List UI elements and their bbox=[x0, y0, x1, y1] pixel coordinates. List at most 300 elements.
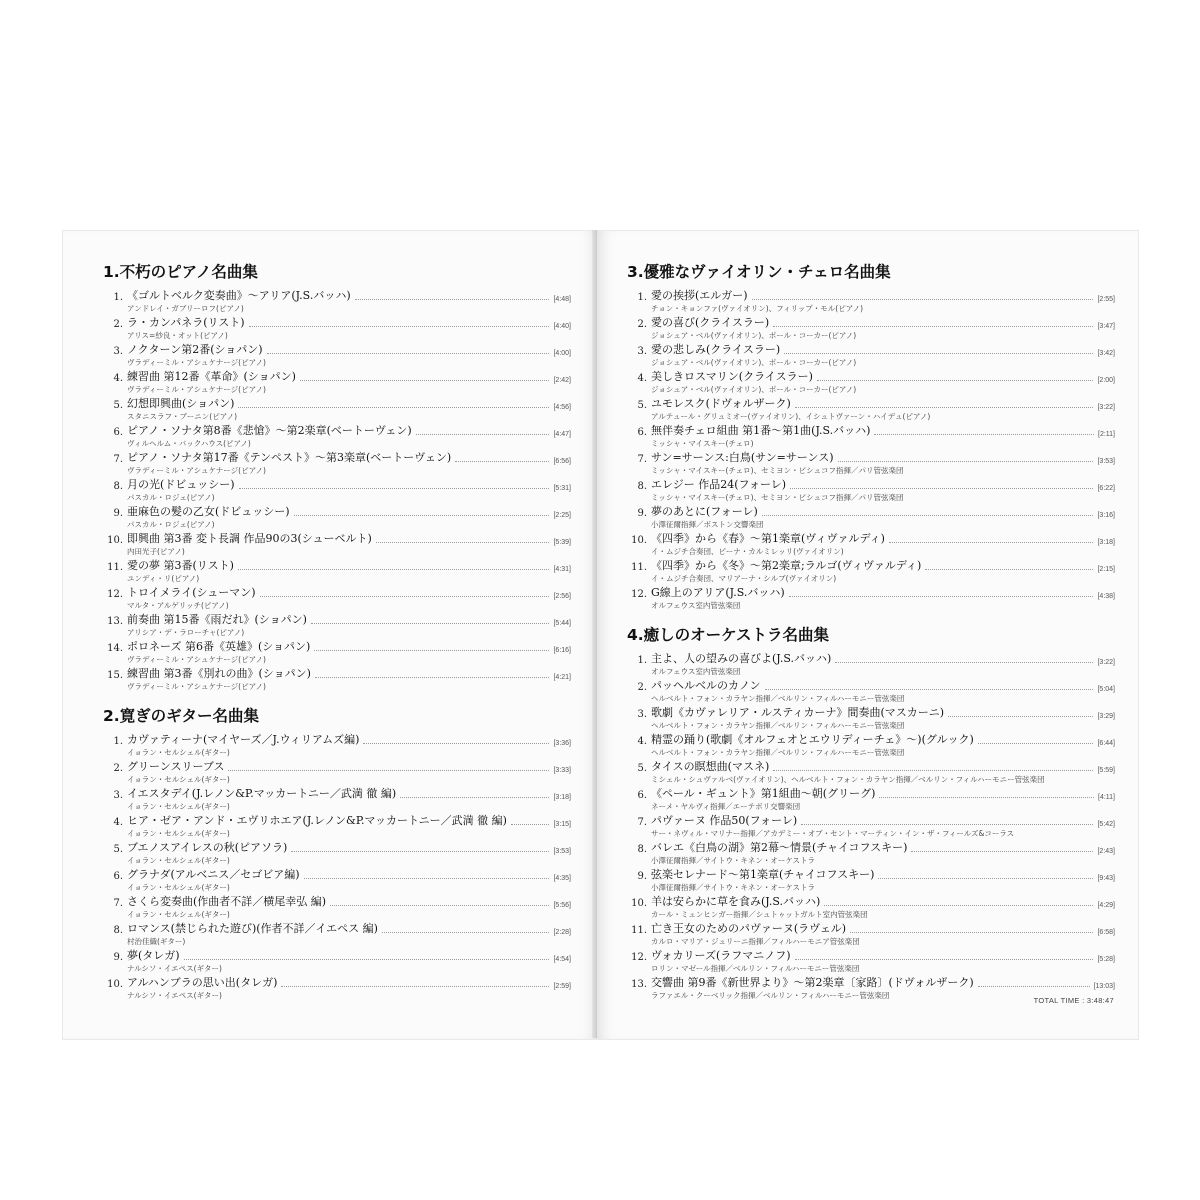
track-title: グリーンスリーブス bbox=[127, 760, 225, 773]
track-time: [4:38] bbox=[1097, 593, 1115, 600]
track-number: 4. bbox=[113, 373, 123, 384]
track-title: さくら変奏曲(作曲者不詳／横尾幸弘 編) bbox=[127, 895, 327, 908]
track-row bbox=[103, 840, 571, 867]
track-time: [3:16] bbox=[1097, 512, 1115, 519]
dot-leader bbox=[281, 986, 549, 987]
track-time: [2:43] bbox=[1097, 848, 1115, 855]
track-time: [4:54] bbox=[553, 956, 571, 963]
track-number: 11. bbox=[107, 562, 123, 573]
track-line bbox=[103, 786, 571, 801]
track-artist: ミッシャ・マイスキー(チェロ) bbox=[651, 439, 754, 448]
track-number: 8. bbox=[637, 844, 647, 855]
track-number: 2. bbox=[637, 319, 647, 330]
track-artist: ラファエル・クーベリック指揮／ベルリン・フィルハーモニー管弦楽団 bbox=[651, 991, 890, 1000]
track-number: 3. bbox=[637, 346, 647, 357]
track-artist: ヴラディーミル・アシュケナージ(ピアノ) bbox=[127, 466, 266, 475]
track-time: [5:39] bbox=[553, 539, 571, 546]
track-artist: イ・ムジチ合奏団、ピーナ・カルミレッリ(ヴァイオリン) bbox=[651, 547, 844, 556]
track-line bbox=[627, 921, 1115, 936]
track-artist: 小澤征爾指揮／サイトウ・キネン・オーケストラ bbox=[651, 883, 816, 892]
track-row bbox=[103, 612, 571, 639]
track-artist: サー・ネヴィル・マリナー指揮／アカデミー・オブ・セント・マーティン・イン・ザ・フィールズ&コーラス bbox=[651, 829, 1015, 838]
track-artist: カール・ミュンヒンガー指揮／シュトゥットガルト室内管弦楽団 bbox=[651, 910, 868, 919]
track-title: 愛の夢 第3番(リスト) bbox=[127, 559, 234, 572]
track-title: ピアノ・ソナタ第8番《悲愴》～第2楽章(ベートーヴェン) bbox=[127, 424, 412, 437]
track-time: [2:42] bbox=[553, 377, 571, 384]
dot-leader bbox=[773, 770, 1093, 771]
track-artist: アリシア・デ・ラローチャ(ピアノ) bbox=[127, 628, 245, 637]
track-time: [4:11] bbox=[1098, 794, 1115, 801]
track-time: [5:31] bbox=[553, 485, 571, 492]
dot-leader bbox=[752, 299, 1094, 300]
dot-leader bbox=[376, 542, 550, 543]
track-time: [3:47] bbox=[1097, 323, 1115, 330]
track-time: [2:59] bbox=[553, 983, 571, 990]
track-artist: ジョシュア・ベル(ヴァイオリン)、ポール・コーカー(ピアノ) bbox=[651, 331, 857, 340]
dot-leader bbox=[260, 596, 550, 597]
track-title: 美しきロスマリン(クライスラー) bbox=[651, 370, 813, 383]
track-line bbox=[103, 732, 571, 747]
track-artist: ナルシソ・イエペス(ギター) bbox=[127, 964, 222, 973]
dot-leader bbox=[817, 380, 1094, 381]
track-number: 9. bbox=[637, 871, 647, 882]
track-time: [3:33] bbox=[553, 767, 571, 774]
track-title: バレエ《白鳥の湖》第2幕～情景(チャイコフスキー) bbox=[651, 841, 908, 854]
track-time: [5:56] bbox=[553, 902, 571, 909]
track-row bbox=[627, 423, 1115, 450]
track-number: 1. bbox=[637, 292, 647, 303]
right-page bbox=[597, 230, 1139, 1040]
track-number: 14. bbox=[107, 643, 123, 654]
track-line bbox=[103, 840, 571, 855]
dot-leader bbox=[363, 743, 549, 744]
track-artist: イ・ムジチ合奏団、マリアーナ・シルブ(ヴァイオリン) bbox=[651, 574, 837, 583]
track-number: 3. bbox=[113, 790, 123, 801]
track-line bbox=[103, 948, 571, 963]
track-line bbox=[627, 948, 1115, 963]
track-title: 《ペール・ギュント》第1組曲～朝(グリーグ) bbox=[651, 787, 876, 800]
dot-leader bbox=[315, 677, 550, 678]
track-time: [4:40] bbox=[553, 323, 571, 330]
track-artist: イョラン・セルシェル(ギター) bbox=[127, 775, 230, 784]
section-title: 1.不朽のピアノ名曲集 bbox=[103, 263, 258, 281]
section-violin-cello bbox=[627, 261, 1115, 612]
track-title: 夢(タレガ) bbox=[127, 949, 180, 962]
track-artist: ロリン・マゼール指揮／ベルリン・フィルハーモニー管弦楽団 bbox=[651, 964, 860, 973]
track-title: イエスタデイ(J.レノン&P.マッカートニー／武満 徹 編) bbox=[127, 787, 397, 800]
track-number: 8. bbox=[113, 481, 123, 492]
track-row bbox=[627, 342, 1115, 369]
track-row bbox=[103, 948, 571, 975]
track-number: 13. bbox=[107, 616, 123, 627]
track-title: 無伴奏チェロ組曲 第1番～第1曲(J.S.バッハ) bbox=[651, 424, 871, 437]
dot-leader bbox=[300, 380, 550, 381]
track-artist: アルテュール・グリュミオー(ヴァイオリン)、イシュトヴァーン・ハイデュ(ピアノ) bbox=[651, 412, 931, 421]
track-line bbox=[627, 894, 1115, 909]
track-title: 《四季》から《春》～第1楽章(ヴィヴァルディ) bbox=[651, 532, 885, 545]
track-title: 幻想即興曲(ショパン) bbox=[127, 397, 235, 410]
dot-leader bbox=[330, 905, 549, 906]
track-number: 1. bbox=[113, 292, 123, 303]
dot-leader bbox=[291, 851, 549, 852]
track-row bbox=[103, 894, 571, 921]
track-title: 《四季》から《冬》～第2楽章;ラルゴ(ヴィヴァルディ) bbox=[651, 559, 922, 572]
track-number: 12. bbox=[631, 589, 647, 600]
track-artist: チョン・キョンファ(ヴァイオリン)、フィリップ・モル(ピアノ) bbox=[651, 304, 864, 313]
track-line bbox=[103, 894, 571, 909]
dot-leader bbox=[314, 650, 549, 651]
track-row bbox=[627, 288, 1115, 315]
track-time: [2:56] bbox=[553, 593, 571, 600]
track-title: エレジー 作品24(フォーレ) bbox=[651, 478, 787, 491]
track-title: タイスの瞑想曲(マスネ) bbox=[651, 760, 770, 773]
track-line bbox=[627, 732, 1115, 747]
track-time: [5:28] bbox=[1097, 956, 1115, 963]
track-row bbox=[627, 450, 1115, 477]
track-row bbox=[627, 315, 1115, 342]
dot-leader bbox=[789, 596, 1094, 597]
track-title: トロイメライ(シューマン) bbox=[127, 586, 256, 599]
track-title: 亜麻色の髪の乙女(ドビュッシー) bbox=[127, 505, 290, 518]
track-number: 10. bbox=[107, 535, 123, 546]
dot-leader bbox=[773, 326, 1093, 327]
track-time: [5:44] bbox=[553, 620, 571, 627]
track-number: 2. bbox=[637, 682, 647, 693]
track-line bbox=[103, 288, 571, 303]
track-title: ポロネーズ 第6番《英雄》(ショパン) bbox=[127, 640, 311, 653]
dot-leader bbox=[249, 326, 550, 327]
track-title: 精霊の踊り(歌劇《オルフェオとエウリディーチェ》～)(グルック) bbox=[651, 733, 974, 746]
section-piano bbox=[103, 261, 571, 693]
track-list bbox=[627, 288, 1115, 612]
track-line bbox=[627, 396, 1115, 411]
track-time: [4:47] bbox=[553, 431, 571, 438]
track-artist: マルタ・アルゲリッチ(ピアノ) bbox=[127, 601, 229, 610]
track-artist: スタニスラフ・ブーニン(ピアノ) bbox=[127, 412, 238, 421]
dot-leader bbox=[889, 542, 1094, 543]
track-time: [6:56] bbox=[553, 458, 571, 465]
track-number: 4. bbox=[637, 736, 647, 747]
track-number: 6. bbox=[113, 427, 123, 438]
track-number: 6. bbox=[637, 427, 647, 438]
track-row bbox=[103, 759, 571, 786]
track-artist: ジョシュア・ベル(ヴァイオリン)、ポール・コーカー(ピアノ) bbox=[651, 358, 857, 367]
dot-leader bbox=[795, 959, 1094, 960]
dot-leader bbox=[765, 689, 1094, 690]
track-row bbox=[627, 396, 1115, 423]
track-artist: カルロ・マリア・ジュリーニ指揮／フィルハーモニア管弦楽団 bbox=[651, 937, 860, 946]
track-number: 5. bbox=[637, 763, 647, 774]
track-row bbox=[103, 558, 571, 585]
track-list bbox=[103, 288, 571, 693]
track-artist: 内田光子(ピアノ) bbox=[127, 547, 185, 556]
track-number: 7. bbox=[113, 898, 123, 909]
track-artist: ヘルベルト・フォン・カラヤン指揮／ベルリン・フィルハーモニー管弦楽団 bbox=[651, 694, 905, 703]
track-row bbox=[103, 315, 571, 342]
track-row bbox=[627, 921, 1115, 948]
dot-leader bbox=[850, 932, 1093, 933]
track-number: 3. bbox=[637, 709, 647, 720]
track-number: 11. bbox=[631, 925, 647, 936]
track-title: 歌劇《カヴァレリア・ルスティカーナ》間奏曲(マスカーニ) bbox=[651, 706, 945, 719]
track-line bbox=[103, 558, 571, 573]
dot-leader bbox=[784, 353, 1093, 354]
track-artist: ヴィルヘルム・バックハウス(ピアノ) bbox=[127, 439, 251, 448]
track-line bbox=[627, 867, 1115, 882]
track-number: 4. bbox=[113, 817, 123, 828]
track-title: 即興曲 第3番 変ト長調 作品90の3(シューベルト) bbox=[127, 532, 372, 545]
track-row bbox=[103, 639, 571, 666]
track-list bbox=[627, 651, 1115, 1002]
track-line bbox=[103, 666, 571, 681]
track-title: 《ゴルトベルク変奏曲》～アリア(J.S.バッハ) bbox=[127, 289, 351, 302]
dot-leader bbox=[455, 461, 549, 462]
track-row bbox=[627, 867, 1115, 894]
track-line bbox=[103, 315, 571, 330]
dot-leader bbox=[267, 353, 550, 354]
dot-leader bbox=[238, 569, 550, 570]
track-artist: イョラン・セルシェル(ギター) bbox=[127, 802, 230, 811]
dot-leader bbox=[239, 488, 550, 489]
track-title: 交響曲 第9番《新世界より》～第2楽章〔家路〕(ドヴォルザーク) bbox=[651, 976, 974, 989]
track-artist: イョラン・セルシェル(ギター) bbox=[127, 856, 230, 865]
track-title: カヴァティーナ(マイヤーズ／J.ウィリアムズ編) bbox=[127, 733, 360, 746]
track-line bbox=[627, 558, 1115, 573]
track-number: 7. bbox=[113, 454, 123, 465]
track-time: [3:18] bbox=[553, 794, 571, 801]
track-row bbox=[103, 666, 571, 693]
track-artist: ヴラディーミル・アシュケナージ(ピアノ) bbox=[127, 655, 266, 664]
dot-leader bbox=[294, 515, 550, 516]
track-artist: オルフェウス室内管弦楽団 bbox=[651, 667, 741, 676]
track-line bbox=[627, 315, 1115, 330]
dot-leader bbox=[228, 770, 549, 771]
total-time: TOTAL TIME : 3:48:47 bbox=[1033, 996, 1114, 1005]
track-artist: パスカル・ロジェ(ピアノ) bbox=[127, 493, 215, 502]
track-artist: イョラン・セルシェル(ギター) bbox=[127, 910, 230, 919]
dot-leader bbox=[978, 743, 1094, 744]
track-title: サン=サーンス:白鳥(サン=サーンス) bbox=[651, 451, 834, 464]
track-artist: ヘルベルト・フォン・カラヤン指揮／ベルリン・フィルハーモニー管弦楽団 bbox=[651, 721, 905, 730]
track-time: [9:43] bbox=[1097, 875, 1115, 882]
track-artist: ヴラディーミル・アシュケナージ(ピアノ) bbox=[127, 385, 266, 394]
dot-leader bbox=[511, 824, 550, 825]
track-line bbox=[103, 585, 571, 600]
track-number: 5. bbox=[113, 400, 123, 411]
track-artist: 小澤征爾指揮／ボストン交響楽団 bbox=[651, 520, 764, 529]
track-row bbox=[627, 585, 1115, 612]
track-title: ヒア・ゼア・アンド・エヴリホエア(J.レノン&P.マッカートニー／武満 徹 編) bbox=[127, 814, 507, 827]
track-line bbox=[103, 531, 571, 546]
track-artist: イョラン・セルシェル(ギター) bbox=[127, 883, 230, 892]
track-row bbox=[627, 840, 1115, 867]
track-line bbox=[103, 423, 571, 438]
track-line bbox=[103, 921, 571, 936]
track-artist: ミッシャ・マイスキー(チェロ)、セミヨン・ビシュコフ指揮／パリ管弦楽団 bbox=[651, 466, 904, 475]
track-number: 7. bbox=[637, 454, 647, 465]
track-artist: ジョシュア・ベル(ヴァイオリン)、ポール・コーカー(ピアノ) bbox=[651, 385, 857, 394]
track-line bbox=[627, 759, 1115, 774]
track-time: [6:44] bbox=[1097, 740, 1115, 747]
track-title: 愛の挨拶(エルガー) bbox=[651, 289, 748, 302]
track-line bbox=[627, 288, 1115, 303]
track-number: 1. bbox=[637, 655, 647, 666]
track-row bbox=[103, 531, 571, 558]
dot-leader bbox=[355, 299, 550, 300]
track-title: パッヘルベルのカノン bbox=[651, 679, 761, 692]
track-line bbox=[627, 975, 1115, 990]
left-page bbox=[62, 230, 598, 1040]
track-number: 10. bbox=[631, 535, 647, 546]
dot-leader bbox=[911, 851, 1093, 852]
track-row bbox=[627, 786, 1115, 813]
track-row bbox=[627, 705, 1115, 732]
track-artist: イョラン・セルシェル(ギター) bbox=[127, 829, 230, 838]
track-time: [6:22] bbox=[1097, 485, 1115, 492]
track-artist: アンドレイ・ガブリーロフ(ピアノ) bbox=[127, 304, 244, 313]
track-row bbox=[627, 759, 1115, 786]
track-time: [2:15] bbox=[1097, 566, 1115, 573]
track-title: 夢のあとに(フォーレ) bbox=[651, 505, 758, 518]
dot-leader bbox=[978, 986, 1090, 987]
track-title: ピアノ・ソナタ第17番《テンペスト》～第3楽章(ベートーヴェン) bbox=[127, 451, 452, 464]
track-row bbox=[103, 786, 571, 813]
track-number: 11. bbox=[631, 562, 647, 573]
track-time: [3:29] bbox=[1097, 713, 1115, 720]
track-title: 亡き王女のためのパヴァーヌ(ラヴェル) bbox=[651, 922, 847, 935]
track-time: [4:48] bbox=[553, 296, 571, 303]
track-title: ユモレスク(ドヴォルザーク) bbox=[651, 397, 791, 410]
track-title: 前奏曲 第15番《雨だれ》(ショパン) bbox=[127, 613, 307, 626]
track-row bbox=[103, 288, 571, 315]
track-artist: パスカル・ロジェ(ピアノ) bbox=[127, 520, 215, 529]
track-time: [3:36] bbox=[553, 740, 571, 747]
track-title: ヴォカリーズ(ラフマニノフ) bbox=[651, 949, 791, 962]
track-title: 練習曲 第3番《別れの曲》(ショパン) bbox=[127, 667, 311, 680]
track-title: 愛の悲しみ(クライスラー) bbox=[651, 343, 781, 356]
track-row bbox=[627, 651, 1115, 678]
track-line bbox=[103, 342, 571, 357]
track-line bbox=[627, 678, 1115, 693]
track-line bbox=[627, 813, 1115, 828]
dot-leader bbox=[835, 662, 1093, 663]
track-row bbox=[627, 678, 1115, 705]
track-line bbox=[627, 786, 1115, 801]
track-line bbox=[627, 531, 1115, 546]
dot-leader bbox=[795, 407, 1094, 408]
track-number: 5. bbox=[113, 844, 123, 855]
track-artist: 小澤征爾指揮／サイトウ・キネン・オーケストラ bbox=[651, 856, 816, 865]
section-title: 2.寛ぎのギター名曲集 bbox=[103, 707, 260, 725]
track-line bbox=[627, 342, 1115, 357]
track-number: 12. bbox=[107, 589, 123, 600]
track-row bbox=[103, 504, 571, 531]
track-time: [4:29] bbox=[1097, 902, 1115, 909]
track-row bbox=[103, 423, 571, 450]
section-orchestra bbox=[627, 624, 1115, 1002]
track-line bbox=[627, 369, 1115, 384]
track-time: [3:53] bbox=[1097, 458, 1115, 465]
track-line bbox=[627, 840, 1115, 855]
dot-leader bbox=[838, 461, 1094, 462]
track-line bbox=[103, 477, 571, 492]
track-time: [3:42] bbox=[1097, 350, 1115, 357]
track-line bbox=[627, 585, 1115, 600]
track-row bbox=[103, 342, 571, 369]
track-number: 4. bbox=[637, 373, 647, 384]
track-number: 2. bbox=[113, 319, 123, 330]
track-time: [4:35] bbox=[553, 875, 571, 882]
track-artist: ネーメ・ヤルヴィ指揮／エーテボリ交響楽団 bbox=[651, 802, 801, 811]
dot-leader bbox=[874, 434, 1094, 435]
dot-leader bbox=[184, 959, 550, 960]
section-guitar bbox=[103, 705, 571, 1002]
track-time: [4:00] bbox=[553, 350, 571, 357]
track-number: 8. bbox=[113, 925, 123, 936]
track-artist: ヴラディーミル・アシュケナージ(ピアノ) bbox=[127, 682, 266, 691]
dot-leader bbox=[416, 434, 550, 435]
track-line bbox=[103, 504, 571, 519]
track-time: [3:53] bbox=[553, 848, 571, 855]
track-row bbox=[627, 732, 1115, 759]
track-row bbox=[627, 558, 1115, 585]
track-time: [4:21] bbox=[553, 674, 571, 681]
track-time: [2:00] bbox=[1097, 377, 1115, 384]
track-row bbox=[103, 477, 571, 504]
track-row bbox=[627, 504, 1115, 531]
track-time: [4:56] bbox=[553, 404, 571, 411]
track-row bbox=[103, 396, 571, 423]
track-time: [5:59] bbox=[1097, 767, 1115, 774]
track-title: 羊は安らかに草を食み(J.S.バッハ) bbox=[651, 895, 821, 908]
track-number: 6. bbox=[637, 790, 647, 801]
track-time: [2:25] bbox=[553, 512, 571, 519]
track-line bbox=[103, 612, 571, 627]
track-number: 12. bbox=[631, 952, 647, 963]
track-row bbox=[103, 585, 571, 612]
track-title: 月の光(ドビュッシー) bbox=[127, 478, 235, 491]
dot-leader bbox=[382, 932, 550, 933]
section-title: 4.癒しのオーケストラ名曲集 bbox=[627, 626, 830, 644]
track-row bbox=[103, 450, 571, 477]
track-time: [5:04] bbox=[1097, 686, 1115, 693]
track-number: 10. bbox=[107, 979, 123, 990]
track-number: 5. bbox=[637, 400, 647, 411]
dot-leader bbox=[304, 878, 550, 879]
track-number: 9. bbox=[113, 508, 123, 519]
track-time: [3:22] bbox=[1097, 659, 1115, 666]
dot-leader bbox=[762, 515, 1094, 516]
track-time: [2:11] bbox=[1098, 431, 1115, 438]
track-number: 13. bbox=[631, 979, 647, 990]
section-title: 3.優雅なヴァイオリン・チェロ名曲集 bbox=[627, 263, 891, 281]
track-title: アルハンブラの思い出(タレガ) bbox=[127, 976, 278, 989]
dot-leader bbox=[878, 878, 1093, 879]
track-line bbox=[627, 651, 1115, 666]
track-number: 7. bbox=[637, 817, 647, 828]
track-time: [2:55] bbox=[1097, 296, 1115, 303]
track-row bbox=[103, 732, 571, 759]
track-time: [5:42] bbox=[1097, 821, 1115, 828]
track-title: パヴァーヌ 作品50(フォーレ) bbox=[651, 814, 798, 827]
track-time: [6:16] bbox=[553, 647, 571, 654]
track-number: 10. bbox=[631, 898, 647, 909]
track-time: [3:22] bbox=[1097, 404, 1115, 411]
track-artist: 村治佳織(ギター) bbox=[127, 937, 186, 946]
track-number: 3. bbox=[113, 346, 123, 357]
track-artist: ナルシソ・イエペス(ギター) bbox=[127, 991, 222, 1000]
track-number: 9. bbox=[637, 508, 647, 519]
